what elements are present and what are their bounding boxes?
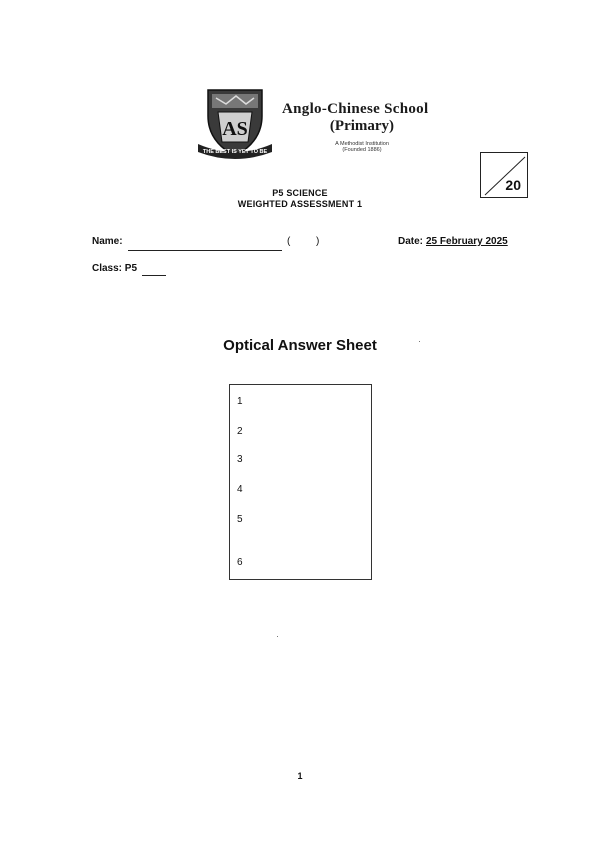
subject-title: P5 SCIENCE <box>272 188 328 198</box>
school-tagline-2: (Founded 1886) <box>342 147 382 153</box>
score-box <box>480 152 528 198</box>
class-field-line[interactable] <box>142 275 166 276</box>
school-tagline-1: A Methodist Institution <box>335 141 389 147</box>
name-field-line[interactable] <box>128 250 282 251</box>
crest-letters: AS <box>222 118 248 140</box>
school-name: Anglo-Chinese School <box>282 101 429 117</box>
answer-row-2: 2 <box>237 426 243 437</box>
answer-row-6: 6 <box>237 557 243 568</box>
answer-row-3: 3 <box>237 454 243 465</box>
class-label: Class: P5 <box>92 263 138 274</box>
crest-motto: THE BEST IS YET TO BE <box>202 149 268 155</box>
answer-row-5: 5 <box>237 514 243 525</box>
scan-speck <box>277 636 278 637</box>
date-value: 25 February 2025 <box>426 236 508 247</box>
register-number-paren-close: ) <box>316 236 320 247</box>
answer-box <box>229 384 372 580</box>
school-subtitle: (Primary) <box>329 118 395 134</box>
school-crest-icon <box>196 86 274 162</box>
answer-row-4: 4 <box>237 484 243 495</box>
sheet-title: Optical Answer Sheet <box>223 337 377 354</box>
name-label: Name: <box>92 236 123 247</box>
assessment-title: WEIGHTED ASSESSMENT 1 <box>237 199 363 209</box>
scan-speck <box>419 341 420 342</box>
page-number: 1 <box>297 771 303 781</box>
date-label: Date: <box>398 236 424 247</box>
answer-row-1: 1 <box>237 396 243 407</box>
register-number-paren-open: ( <box>287 236 291 247</box>
score-total: 20 <box>505 177 521 193</box>
